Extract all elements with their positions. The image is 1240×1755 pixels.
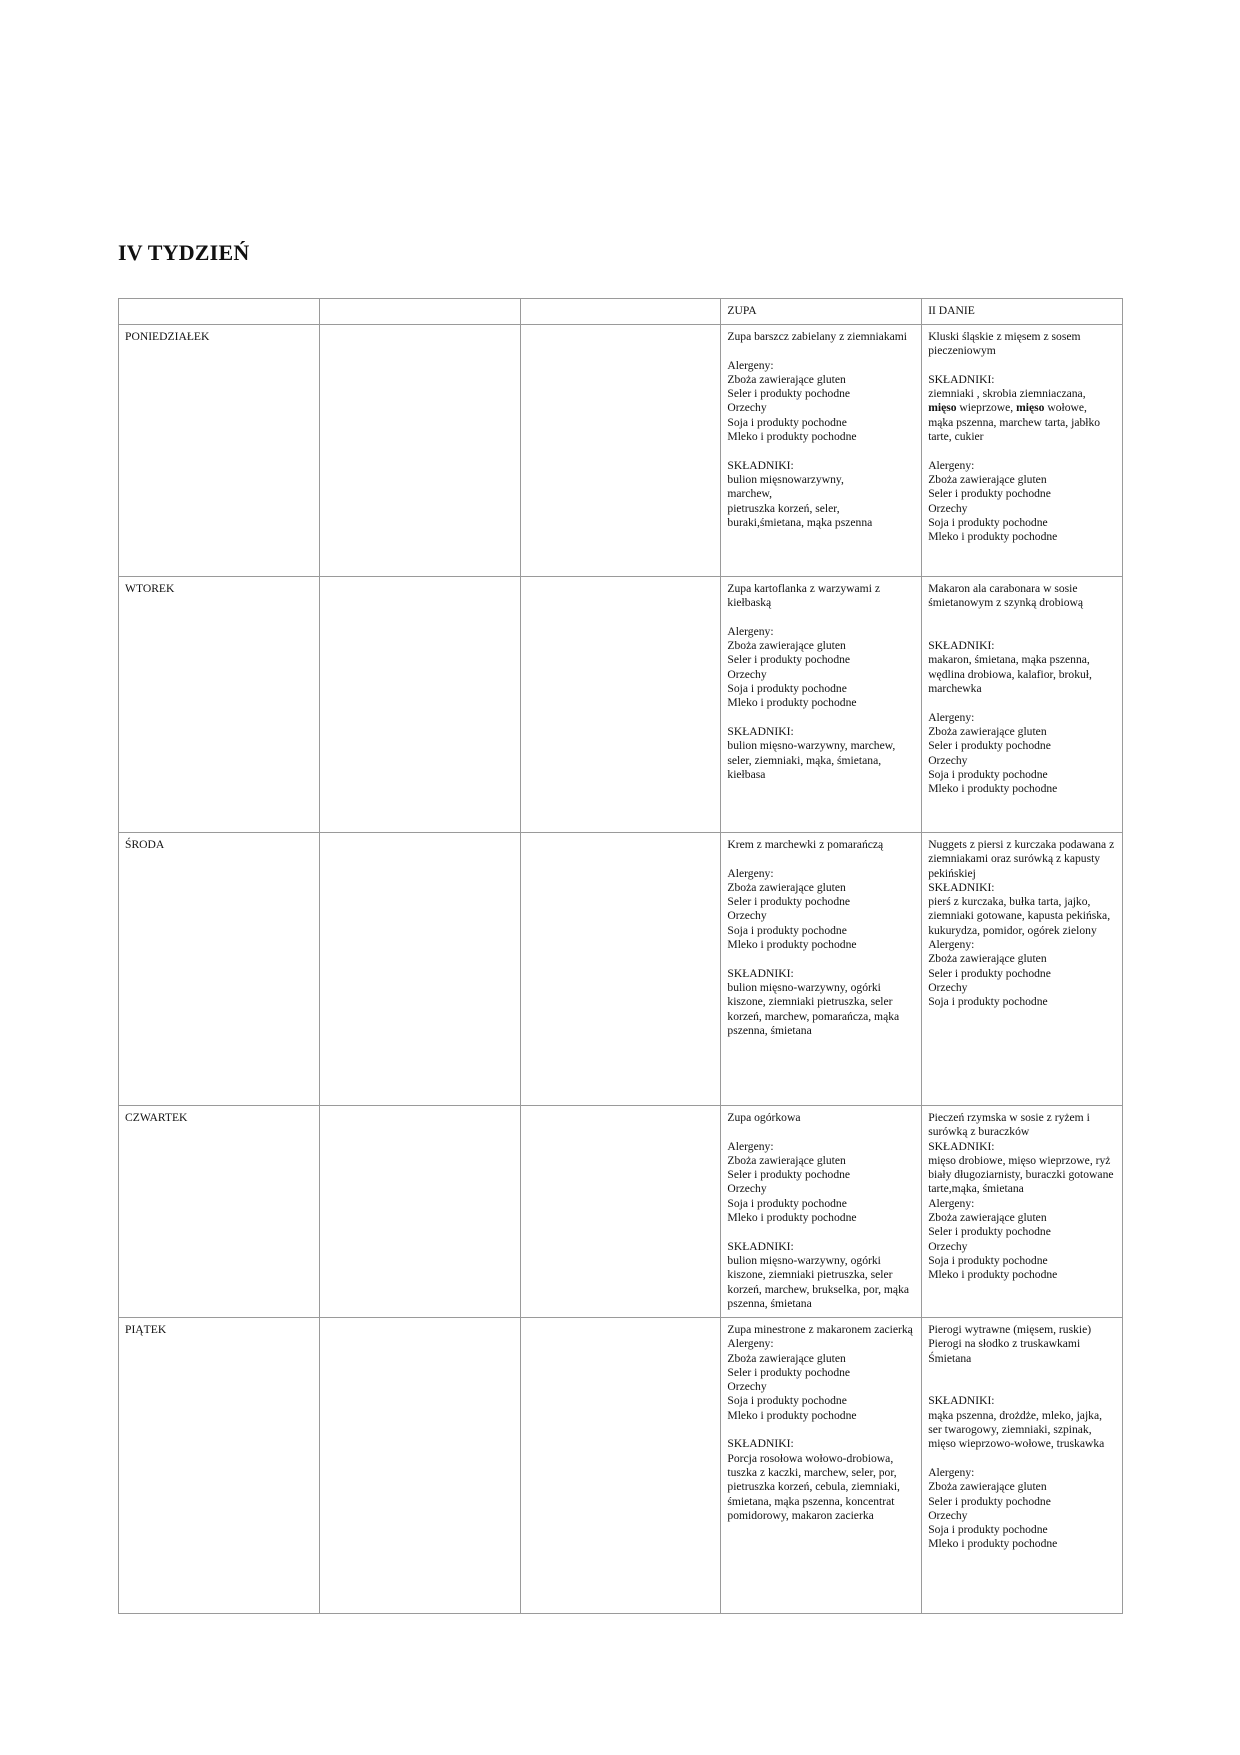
danie-cell — [922, 1106, 1123, 1318]
allergen-item: Orzechy — [727, 667, 767, 681]
header-cell-zupa: ZUPA — [721, 299, 922, 325]
allergens-label: Alergeny: — [928, 1465, 975, 1479]
ingredients-label: SKŁADNIKI: — [727, 1239, 794, 1253]
zupa-cell — [721, 1318, 922, 1614]
allergen-item: Mleko i produkty pochodne — [727, 696, 857, 710]
allergens-label: Alergeny: — [928, 1196, 975, 1210]
empty-cell — [319, 577, 520, 833]
empty-cell — [520, 325, 721, 577]
table-row — [119, 1318, 1123, 1614]
allergen-item: Orzechy — [928, 501, 968, 515]
ingredients-label: SKŁADNIKI: — [928, 880, 995, 894]
ingredient-line: pietruszka korzeń, seler, — [727, 501, 840, 515]
allergen-item: Mleko i produkty pochodne — [928, 1537, 1058, 1551]
header-row — [119, 299, 1123, 325]
ingredients-label: SKŁADNIKI: — [928, 1139, 995, 1153]
danie-name: Pieczeń rzymska w sosie z ryżem i surówką z buraczków — [928, 1111, 1090, 1139]
table-row — [119, 1106, 1123, 1318]
allergen-item: Zboża zawierające gluten — [928, 724, 1047, 738]
allergen-item: Zboża zawierające gluten — [727, 1351, 846, 1365]
allergen-item: Seler i produkty pochodne — [928, 966, 1051, 980]
allergen-item: Soja i produkty pochodne — [727, 1196, 847, 1210]
ingredients-text: Porcja rosołowa wołowo-drobiowa, tuszka z kaczki, marchew, seler, por, pietruszka korzeń, cebula, ziemniaki, śmietana, mąka pszenna, koncentrat pomidorowy, makaron zacierka — [727, 1451, 900, 1522]
allergen-item: Orzechy — [928, 753, 968, 767]
day-label: PIĄTEK — [119, 1318, 320, 1614]
ingredients-text: mąka pszenna, marchew tarta, jabłko tarte, cukier — [928, 415, 1101, 444]
empty-cell — [520, 1318, 721, 1614]
allergen-item: Soja i produkty pochodne — [928, 515, 1048, 529]
table-row — [119, 577, 1123, 833]
ingredient-line: bulion mięsnowarzywny, — [727, 472, 844, 486]
allergen-item: Soja i produkty pochodne — [727, 923, 847, 937]
allergen-item: Orzechy — [928, 1239, 968, 1253]
day-label: ŚRODA — [119, 833, 320, 1106]
ingredients-label: SKŁADNIKI: — [727, 966, 794, 980]
ingredients-text: pierś z kurczaka, bułka tarta, jajko, ziemniaki gotowane, kapusta pekińska, kukurydza, pomidor, ogórek zielony — [928, 895, 1111, 937]
allergen-item: Orzechy — [928, 980, 968, 994]
page-title: IV TYDZIEŃ — [118, 240, 250, 265]
zupa-cell — [721, 325, 922, 577]
table-row — [119, 833, 1123, 1106]
allergen-item: Orzechy — [727, 909, 767, 923]
allergen-item: Seler i produkty pochodne — [727, 653, 851, 667]
allergen-item: Orzechy — [928, 1508, 968, 1522]
ingredient-highlight: mięso — [928, 401, 957, 415]
danie-name: Kluski śląskie z mięsem z sosem pieczeniowym — [928, 330, 1081, 358]
allergen-item: Seler i produkty pochodne — [727, 1168, 851, 1182]
allergen-item: Soja i produkty pochodne — [928, 1523, 1048, 1537]
empty-cell — [319, 325, 520, 577]
allergen-item: Orzechy — [727, 1380, 767, 1394]
allergen-item: Soja i produkty pochodne — [928, 1253, 1048, 1267]
empty-cell — [319, 1318, 520, 1614]
ingredients-label: SKŁADNIKI: — [727, 458, 794, 472]
danie-name-line: Śmietana — [928, 1351, 972, 1365]
ingredient-highlight: mięso — [1016, 401, 1045, 415]
zupa-name: Zupa ogórkowa — [727, 1111, 801, 1124]
ingredients-label: SKŁADNIKI: — [928, 1394, 995, 1408]
ingredients-text: bulion mięsno-warzywny, marchew, seler, ziemniaki, mąka, śmietana, kiełbasa — [727, 739, 896, 781]
empty-cell — [319, 1106, 520, 1318]
zupa-name: Zupa barszcz zabielany z ziemniakami — [727, 330, 907, 343]
empty-cell — [319, 833, 520, 1106]
ingredients-label: SKŁADNIKI: — [928, 372, 995, 386]
ingredient-text-part: wołowe, — [1044, 401, 1087, 415]
allergen-item: Soja i produkty pochodne — [727, 682, 847, 696]
danie-cell — [922, 833, 1123, 1106]
table-row — [119, 325, 1123, 577]
allergen-item: Zboża zawierające gluten — [727, 372, 846, 386]
day-label: PONIEDZIAŁEK — [119, 325, 320, 577]
allergen-item: Seler i produkty pochodne — [928, 487, 1051, 501]
ingredients-text: bulion mięsno-warzywny, ogórki kiszone, ziemniaki pietruszka, seler korzeń, marchew, brukselka, por, mąka pszenna, śmietana — [727, 1253, 910, 1310]
danie-name: Nuggets z piersi z kurczaka podawana z ziemniakami oraz surówką z kapusty pekińskiej — [928, 838, 1115, 880]
danie-name-line: Pierogi wytrawne (mięsem, ruskie) — [928, 1323, 1092, 1336]
ingredient-line: buraki,śmietana, mąka pszenna — [727, 515, 873, 529]
ingredients-label: SKŁADNIKI: — [727, 724, 794, 738]
allergens-label: Alergeny: — [727, 1139, 774, 1153]
allergen-item: Zboża zawierające gluten — [928, 1480, 1047, 1494]
ingredients-text: bulion mięsno-warzywny, ogórki kiszone, ziemniaki pietruszka, seler korzeń, marchew, pomarańcza, mąka pszenna, śmietana — [727, 980, 900, 1037]
danie-name-line: Pierogi na słodko z truskawkami — [928, 1337, 1081, 1351]
allergens-label: Alergeny: — [727, 624, 774, 638]
allergen-item: Mleko i produkty pochodne — [928, 1268, 1058, 1282]
zupa-cell — [721, 577, 922, 833]
allergens-label: Alergeny: — [727, 866, 774, 880]
allergens-label: Alergeny: — [727, 1337, 774, 1351]
ingredients-text: mąka pszenna, drożdże, mleko, jajka, ser twarogowy, ziemniaki, szpinak, mięso wieprzowo-wołowe, truskawka — [928, 1408, 1105, 1451]
allergen-item: Seler i produkty pochodne — [928, 1494, 1051, 1508]
allergen-item: Seler i produkty pochodne — [727, 387, 851, 401]
danie-cell — [922, 325, 1123, 577]
allergen-item: Orzechy — [727, 1182, 767, 1196]
ingredients-text: mięso drobiowe, mięso wieprzowe, ryż biały długoziarnisty, buraczki gotowane tarte,mąka, śmietana — [928, 1153, 1114, 1196]
zupa-cell — [721, 833, 922, 1106]
header-cell — [319, 299, 520, 325]
danie-cell — [922, 577, 1123, 833]
allergen-item: Mleko i produkty pochodne — [727, 938, 857, 952]
ingredients-text — [928, 401, 1116, 415]
allergens-label: Alergeny: — [928, 938, 975, 952]
ingredient-line: marchew, — [727, 487, 773, 501]
allergen-item: Soja i produkty pochodne — [928, 995, 1048, 1009]
header-cell — [119, 299, 320, 325]
empty-cell — [520, 1106, 721, 1318]
allergens-label: Alergeny: — [727, 358, 774, 372]
empty-cell — [520, 577, 721, 833]
allergens-label: Alergeny: — [928, 458, 975, 472]
allergen-item: Orzechy — [727, 401, 767, 415]
allergen-item: Mleko i produkty pochodne — [928, 782, 1058, 796]
allergen-item: Zboża zawierające gluten — [727, 1153, 846, 1167]
allergen-item: Seler i produkty pochodne — [928, 739, 1051, 753]
allergen-item: Soja i produkty pochodne — [928, 767, 1048, 781]
zupa-name: Zupa kartoflanka z warzywami z kiełbaską — [727, 582, 880, 610]
header-cell-ii-danie: II DANIE — [922, 299, 1123, 325]
danie-name: Makaron ala carabonara w sosie śmietanowym z szynką drobiową — [928, 582, 1084, 610]
zupa-cell — [721, 1106, 922, 1318]
allergen-item: Mleko i produkty pochodne — [727, 430, 857, 444]
day-label: WTOREK — [119, 577, 320, 833]
allergen-item: Seler i produkty pochodne — [727, 895, 851, 909]
header-cell — [520, 299, 721, 325]
allergen-item: Zboża zawierające gluten — [928, 472, 1047, 486]
allergen-item: Soja i produkty pochodne — [727, 415, 847, 429]
allergen-item: Seler i produkty pochodne — [928, 1225, 1051, 1239]
zupa-name: Krem z marchewki z pomarańczą — [727, 838, 884, 851]
allergen-item: Mleko i produkty pochodne — [727, 1211, 857, 1225]
menu-table — [118, 298, 1123, 1614]
ingredient-text-part: wieprzowe, — [956, 401, 1017, 415]
ingredients-text: makaron, śmietana, mąka pszenna, wędlina drobiowa, kalafior, brokuł, marchewka — [928, 653, 1092, 696]
allergens-label: Alergeny: — [928, 710, 975, 724]
allergen-item: Zboża zawierające gluten — [928, 952, 1047, 966]
allergen-item: Zboża zawierające gluten — [727, 639, 846, 653]
ingredients-label: SKŁADNIKI: — [928, 639, 995, 653]
day-label: CZWARTEK — [119, 1106, 320, 1318]
danie-cell — [922, 1318, 1123, 1614]
ingredients-text: ziemniaki , skrobia ziemniaczana, — [928, 387, 1086, 401]
allergen-item: Soja i produkty pochodne — [727, 1394, 847, 1408]
allergen-item: Zboża zawierające gluten — [727, 880, 846, 894]
empty-cell — [520, 833, 721, 1106]
ingredients-label: SKŁADNIKI: — [727, 1437, 794, 1451]
allergen-item: Zboża zawierające gluten — [928, 1211, 1047, 1225]
allergen-item: Mleko i produkty pochodne — [727, 1408, 857, 1422]
allergen-item: Mleko i produkty pochodne — [928, 530, 1058, 544]
allergen-item: Seler i produkty pochodne — [727, 1365, 851, 1379]
zupa-name: Zupa minestrone z makaronem zacierką — [727, 1323, 913, 1336]
